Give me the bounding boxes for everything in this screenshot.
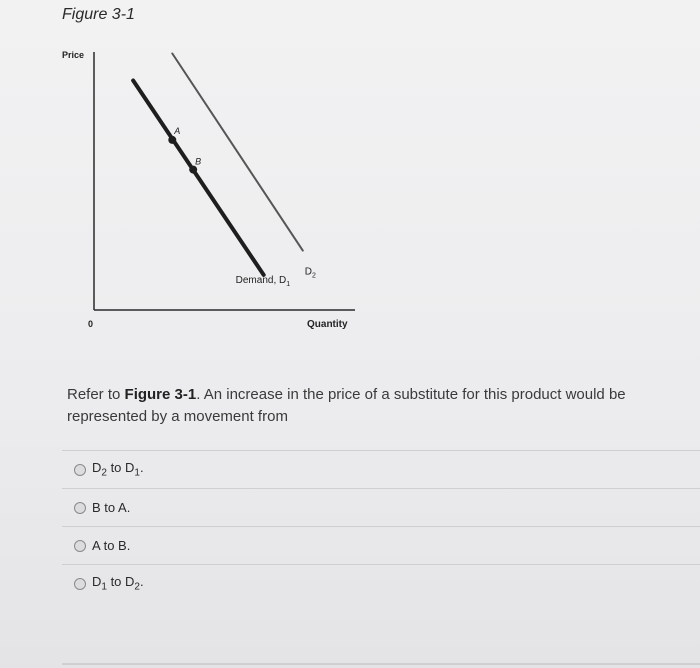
option-b-to-a[interactable] <box>62 489 700 526</box>
option-label: $D_2$ to $D_1$. <box>92 460 144 479</box>
option-a-to-b[interactable] <box>62 527 700 564</box>
demand-d1-label: Demand, $D_1$ <box>235 274 291 288</box>
figure-reference: Figure 3-1 <box>124 386 197 403</box>
x-axis-label: Quantity <box>307 319 348 330</box>
option-d2-to-d1[interactable] <box>62 451 700 488</box>
question-prefix: Refer to <box>67 386 125 403</box>
bottom-divider <box>62 663 700 665</box>
figure-title: Figure 3-1 <box>62 6 135 23</box>
option-label: A to B. <box>92 538 131 553</box>
point-b <box>189 166 197 174</box>
point-a <box>168 136 176 144</box>
radio-button[interactable] <box>74 464 86 476</box>
option-d1-to-d2[interactable] <box>62 565 700 602</box>
point-b-label: B <box>195 156 202 167</box>
question-text <box>67 384 667 428</box>
radio-button[interactable] <box>74 578 86 590</box>
origin-label: 0 <box>88 319 94 329</box>
demand-d2-label: $D_2$ <box>304 266 316 280</box>
radio-button[interactable] <box>74 502 86 514</box>
demand-d2-line <box>172 54 302 251</box>
answer-options <box>62 450 700 602</box>
option-label: $D_1$ to $D_2$. <box>92 574 144 593</box>
y-axis-label: Price <box>62 50 85 60</box>
question-body: . An increase in the price of a substitute for this product would be represented by a movement from <box>67 386 626 425</box>
option-label: B to A. <box>92 500 131 515</box>
demand-d1-line <box>133 81 264 275</box>
radio-button[interactable] <box>74 540 86 552</box>
point-a-label: A <box>174 125 181 136</box>
